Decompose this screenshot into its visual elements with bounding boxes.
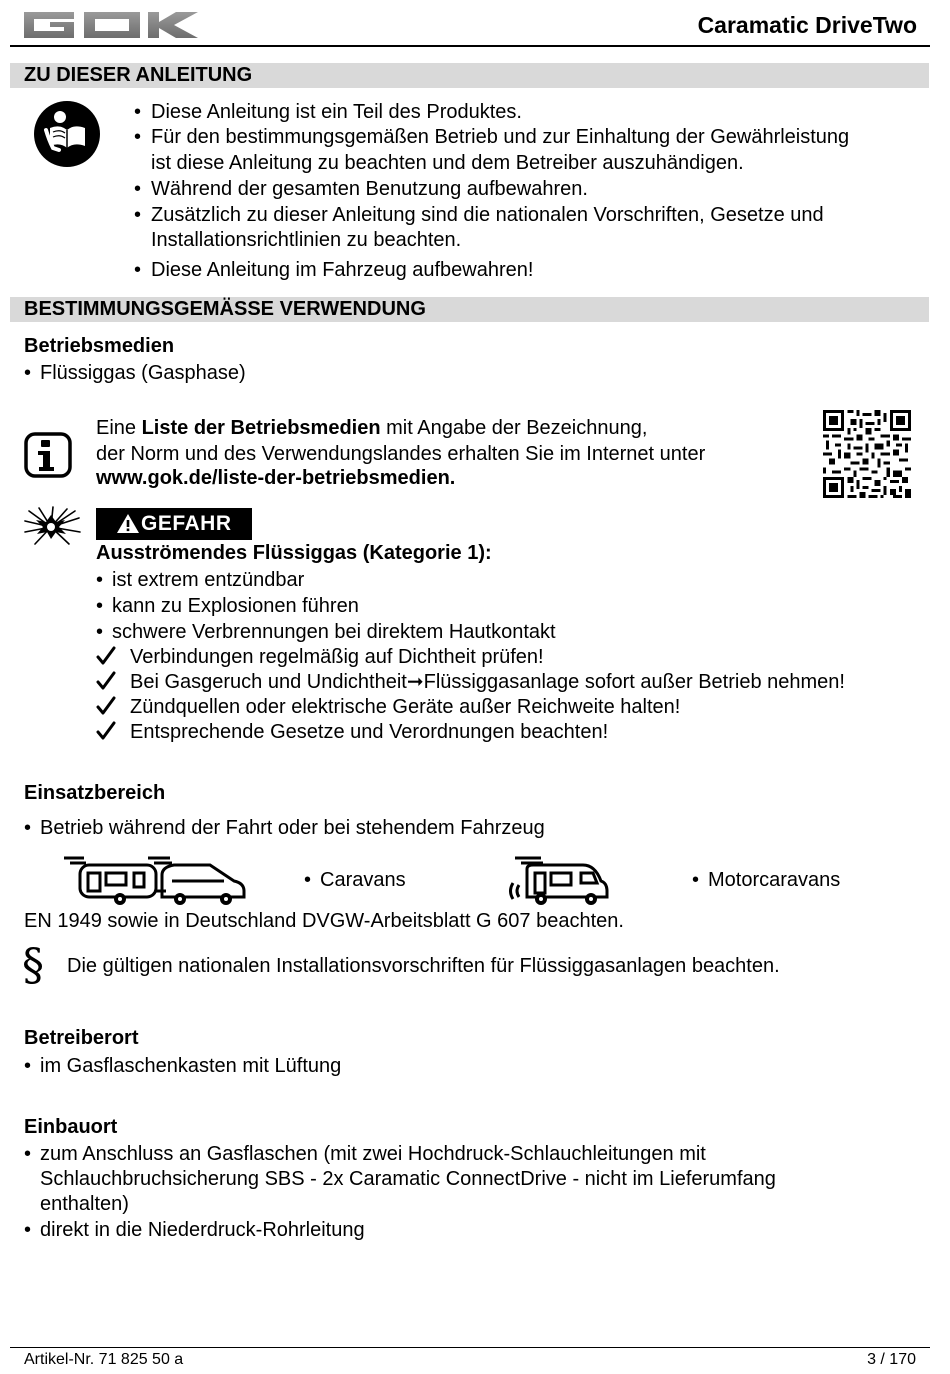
- subheading-betreiberort: Betreiberort: [24, 1027, 139, 1049]
- list-item: • zum Anschluss an Gasflaschen (mit zwei Hochdruck-Schlauchleitungen mit: [24, 1143, 706, 1165]
- header-rule: [10, 45, 930, 47]
- caravan-icon: [62, 855, 248, 907]
- check-item: Verbindungen regelmäßig auf Dichtheit prüfen!: [96, 645, 544, 670]
- danger-bullet: • ist extrem entzündbar: [96, 569, 305, 591]
- product-title: Caramatic DriveTwo: [697, 12, 917, 38]
- list-item: • Während der gesamten Benutzung aufbewahren.: [134, 178, 588, 200]
- explosive-atmosphere-icon: [23, 506, 83, 548]
- list-item-continuation: enthalten): [40, 1193, 129, 1215]
- section-title-1: ZU DIESER ANLEITUNG: [24, 64, 253, 86]
- list-item: • Für den bestimmungsgemäßen Betrieb und zur Einhaltung der Gewährleistung: [134, 126, 850, 148]
- footer-rule: [10, 1347, 930, 1348]
- check-item: Zündquellen oder elektrische Geräte außer Reichweite halten!: [96, 695, 680, 720]
- info-line-1: Eine Liste der Betriebsmedien mit Angabe der Bezeichnung,: [96, 417, 648, 439]
- check-icon: [96, 721, 118, 741]
- danger-bullet: • kann zu Explosionen führen: [96, 595, 359, 617]
- info-line-2: der Norm und des Verwendungslandes erhalten Sie im Internet unter: [96, 443, 706, 465]
- list-item-continuation: ist diese Anleitung zu beachten und dem Betreiber auszuhändigen.: [151, 152, 744, 174]
- danger-label-text: GEFAHR: [141, 512, 232, 535]
- list-item: • Zusätzlich zu dieser Anleitung sind die nationalen Vorschriften, Gesetze und: [134, 204, 824, 226]
- qr-code-icon[interactable]: [823, 410, 911, 498]
- norm-text: EN 1949 sowie in Deutschland DVGW-Arbeitsblatt G 607 beachten.: [24, 910, 624, 932]
- info-url-link[interactable]: www.gok.de/liste-der-betriebsmedien.: [96, 467, 456, 489]
- list-item: • Flüssiggas (Gasphase): [24, 362, 246, 384]
- paragraph-icon: §: [22, 940, 44, 991]
- footer-article: Artikel-Nr. 71 825 50 a: [24, 1351, 184, 1368]
- check-icon: [96, 696, 118, 716]
- section-title-2: BESTIMMUNGSGEMÄSSE VERWENDUNG: [24, 298, 426, 320]
- info-icon: [24, 432, 72, 478]
- info-bold-term: Liste der Betriebsmedien: [141, 417, 381, 439]
- danger-label: [96, 508, 252, 540]
- danger-bullet: • schwere Verbrennungen bei direktem Hautkontakt: [96, 621, 556, 643]
- vehicle-label-caravans: • Caravans: [304, 869, 406, 891]
- list-item: • im Gasflaschenkasten mit Lüftung: [24, 1055, 342, 1077]
- arrow-right-icon: ➞: [406, 671, 424, 693]
- danger-heading: Ausströmendes Flüssiggas (Kategorie 1):: [96, 542, 492, 564]
- check-icon: [96, 646, 118, 666]
- subheading-betriebsmedien: Betriebsmedien: [24, 335, 175, 357]
- list-item: • direkt in die Niederdruck-Rohrleitung: [24, 1219, 365, 1241]
- vehicle-label-motorcaravans: • Motorcaravans: [692, 869, 841, 891]
- gok-logo: [24, 10, 200, 40]
- read-manual-icon: [33, 100, 101, 168]
- subheading-einbauort: Einbauort: [24, 1116, 118, 1138]
- check-item: Bei Gasgeruch und Undichtheit➞Flüssiggasanlage sofort außer Betrieb nehmen!: [96, 670, 845, 695]
- motorcaravan-icon: [509, 855, 611, 907]
- check-icon: [96, 671, 118, 691]
- header: [0, 0, 950, 48]
- list-item-continuation: Schlauchbruchsicherung SBS - 2x Caramatic ConnectDrive - nicht im Lieferumfang: [40, 1168, 776, 1190]
- list-item: • Betrieb während der Fahrt oder bei stehendem Fahrzeug: [24, 817, 545, 839]
- list-item-continuation: Installationsrichtlinien zu beachten.: [151, 229, 462, 251]
- list-item: • Diese Anleitung ist ein Teil des Produktes.: [134, 101, 522, 123]
- check-item: Entsprechende Gesetze und Verordnungen beachten!: [96, 720, 608, 745]
- law-note: Die gültigen nationalen Installationsvorschriften für Flüssiggasanlagen beachten.: [67, 955, 780, 977]
- footer-page-number: 3 / 170: [867, 1351, 916, 1368]
- warning-triangle-icon: [116, 513, 140, 534]
- subheading-einsatzbereich: Einsatzbereich: [24, 782, 166, 804]
- list-item: • Diese Anleitung im Fahrzeug aufbewahren!: [134, 259, 534, 281]
